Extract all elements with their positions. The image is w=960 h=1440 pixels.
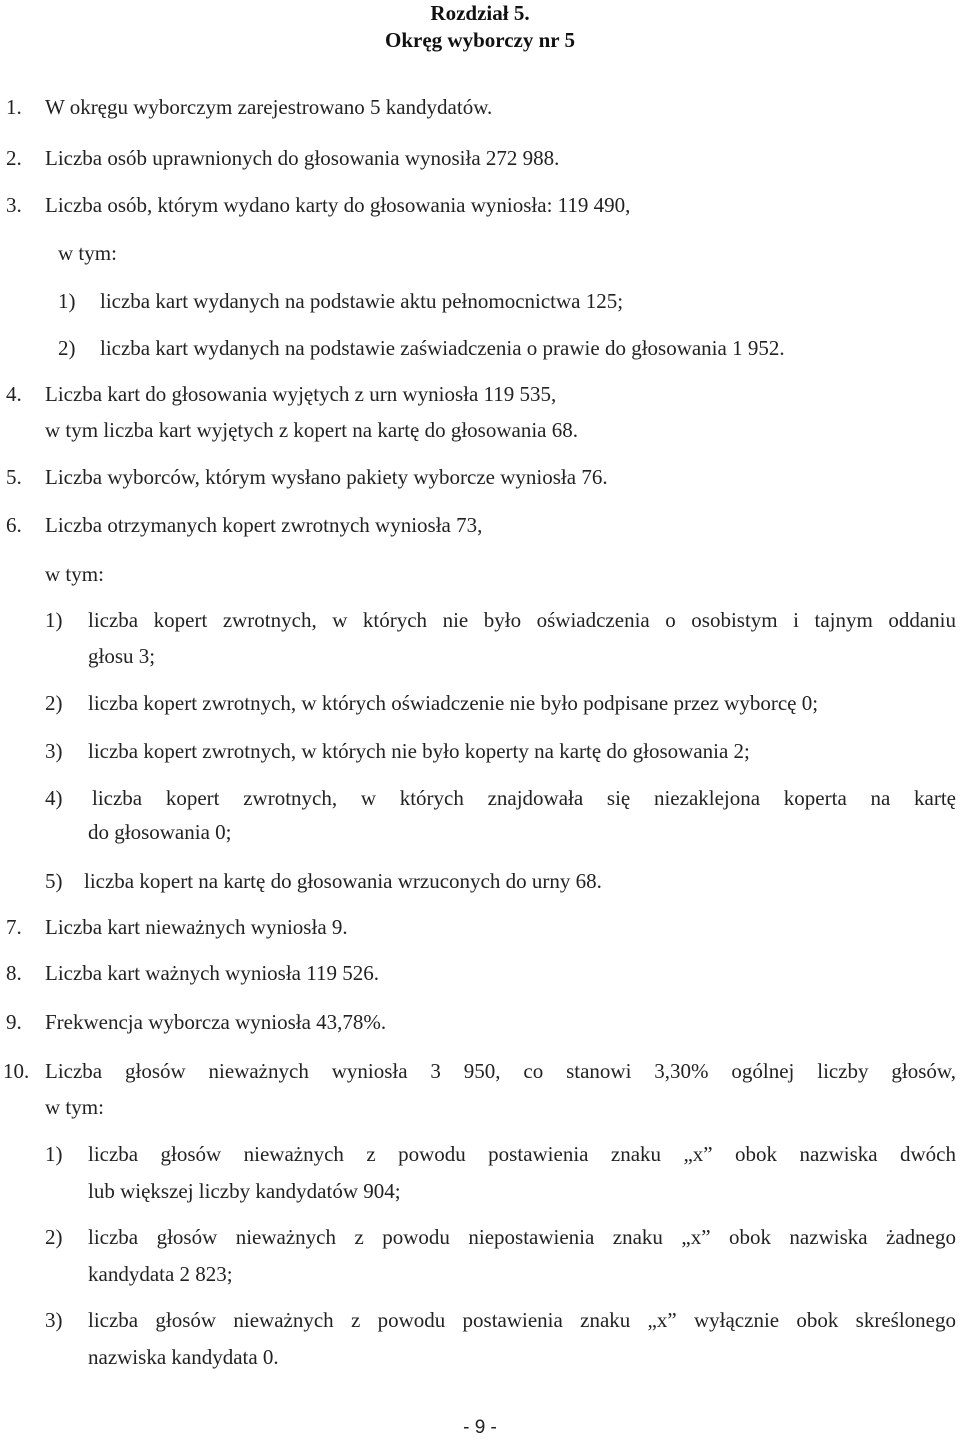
item-number: 2. <box>6 146 22 170</box>
item-text: Liczba kart do głosowania wyjętych z urn wyniosła 119 535, <box>45 382 557 406</box>
sub-item-text: liczba kopert zwrotnych, w których znajdowała się niezaklejona koperta na kartę <box>92 786 956 810</box>
item-text: Liczba głosów nieważnych wyniosła 3 950, co stanowi 3,30% ogólnej liczby głosów, <box>45 1059 956 1083</box>
sub-item-number: 3) <box>45 1308 63 1332</box>
sub-item-number: 1) <box>58 289 76 313</box>
chapter-title: Rozdział 5. <box>430 1 530 25</box>
item-number: 10. <box>3 1059 30 1083</box>
sub-item-text-continued: kandydata 2 823; <box>88 1262 233 1286</box>
sub-item-text: liczba kopert na kartę do głosowania wrzuconych do urny 68. <box>84 869 602 893</box>
item-text-continued: w tym liczba kart wyjętych z kopert na kartę do głosowania 68. <box>45 418 578 442</box>
sub-item-text: liczba głosów nieważnych z powodu postawienia znaku „x” obok nazwiska dwóch <box>88 1142 956 1166</box>
item-note: w tym: <box>45 562 104 586</box>
sub-item-text: liczba kopert zwrotnych, w których nie było oświadczenia o osobistym i tajnym oddaniu <box>88 608 956 632</box>
sub-item-text: liczba głosów nieważnych z powodu postawienia znaku „x” wyłącznie obok skreślonego <box>88 1308 956 1332</box>
sub-item-text: liczba kopert zwrotnych, w których nie było koperty na kartę do głosowania 2; <box>88 739 750 763</box>
sub-item-text-continued: nazwiska kandydata 0. <box>88 1345 279 1369</box>
district-title: Okręg wyborczy nr 5 <box>385 28 575 52</box>
sub-item-number: 1) <box>45 1142 63 1166</box>
item-number: 1. <box>6 95 22 119</box>
sub-item-number: 3) <box>45 739 63 763</box>
item-text: W okręgu wyborczym zarejestrowano 5 kandydatów. <box>45 95 493 119</box>
sub-item-text-continued: głosu 3; <box>88 644 156 668</box>
sub-item-text: liczba głosów nieważnych z powodu niepostawienia znaku „x” obok nazwiska żadnego <box>88 1225 956 1249</box>
sub-item-text-continued: do głosowania 0; <box>88 820 232 844</box>
page-number: - 9 - <box>463 1417 497 1438</box>
item-number: 4. <box>6 382 22 406</box>
sub-item-number: 2) <box>58 336 76 360</box>
item-note: w tym: <box>58 241 117 265</box>
item-note: w tym: <box>45 1095 104 1119</box>
item-text: Liczba wyborców, którym wysłano pakiety wyborcze wyniosła 76. <box>45 465 608 489</box>
item-text: Liczba otrzymanych kopert zwrotnych wyniosła 73, <box>45 513 483 537</box>
item-number: 7. <box>6 915 22 939</box>
sub-item-number: 2) <box>45 691 63 715</box>
sub-item-number: 1) <box>45 608 63 632</box>
item-text: Liczba kart nieważnych wyniosła 9. <box>45 915 348 939</box>
item-number: 9. <box>6 1010 22 1034</box>
sub-item-text: liczba kart wydanych na podstawie zaświadczenia o prawie do głosowania 1 952. <box>100 336 785 360</box>
item-number: 6. <box>6 513 22 537</box>
item-text: Liczba osób, którym wydano karty do głosowania wyniosła: 119 490, <box>45 193 631 217</box>
sub-item-text: liczba kart wydanych na podstawie aktu pełnomocnictwa 125; <box>100 289 624 313</box>
sub-item-text-continued: lub większej liczby kandydatów 904; <box>88 1179 401 1203</box>
item-number: 5. <box>6 465 22 489</box>
sub-item-number: 5) <box>45 869 63 893</box>
sub-item-number: 2) <box>45 1225 63 1249</box>
item-text: Liczba osób uprawnionych do głosowania wynosiła 272 988. <box>45 146 560 170</box>
sub-item-number: 4) <box>45 786 63 810</box>
item-text: Liczba kart ważnych wyniosła 119 526. <box>45 961 379 985</box>
sub-item-text: liczba kopert zwrotnych, w których oświadczenie nie było podpisane przez wyborcę 0; <box>88 691 819 715</box>
item-number: 8. <box>6 961 22 985</box>
item-text: Frekwencja wyborcza wyniosła 43,78%. <box>45 1010 387 1034</box>
item-number: 3. <box>6 193 22 217</box>
